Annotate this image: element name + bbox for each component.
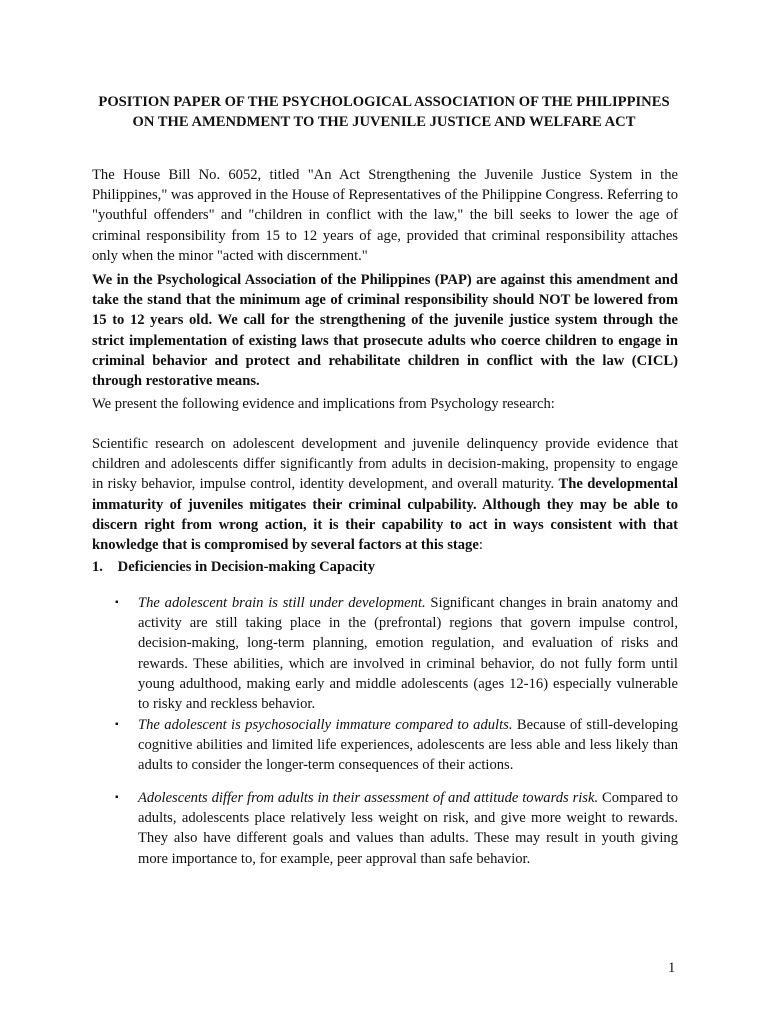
- bullet-text: [138, 788, 678, 869]
- document-title: POSITION PAPER OF THE PSYCHOLOGICAL ASSOCIATION OF THE PHILIPPINES ON THE AMENDMENT TO THE JUVENILE JUSTICE AND WELFARE ACT: [98, 94, 670, 130]
- bullet-italic-lead: The adolescent brain is still under development.: [138, 595, 426, 611]
- page-number: 1: [668, 960, 676, 976]
- paragraph-text: Scientific research on adolescent development and juvenile delinquency provide evidence that children and adolescents differ significantly from adults in decision-making, propensity to engage in risky behavior, impulse control, identity development, and overall maturity.: [92, 436, 678, 493]
- bullet-body: Because of still-developing cognitive abilities and limited life experiences, adolescents are less able and less likely than adults to consider the longer-term consequences of their actions.: [138, 717, 678, 774]
- paragraph-end: :: [478, 537, 483, 554]
- paragraph-bold-text: The developmental immaturity of juveniles mitigates their criminal culpability. Although they may be able to discern right from wrong action, it is their capability to act in ways consistent with that knowledge that is compromised by several factors at this stage: [92, 476, 678, 554]
- bullet-text: [138, 593, 678, 714]
- bullet-italic-lead: The adolescent is psychosocially immature compared to adults.: [138, 717, 513, 733]
- bullet-item: [115, 715, 678, 776]
- bullet-square-icon: ▪: [115, 597, 119, 608]
- section-heading: [92, 557, 375, 577]
- paragraph-house-bill: The House Bill No. 6052, titled "An Act Strengthening the Juvenile Justice System in the Philippines," was approved in the House of Representatives of the Philippine Congress. Referring to "youthful offenders" and "children in conflict with the law," the bill seeks to lower the age of criminal responsibility from 15 to 12 years of age, provided that criminal responsibility attaches only when the minor "acted with discernment.": [92, 167, 678, 264]
- bullet-square-icon: ▪: [115, 792, 119, 803]
- bullet-item: [115, 788, 678, 869]
- paragraph-evidence-intro: We present the following evidence and implications from Psychology research:: [92, 396, 555, 412]
- bullet-item: [115, 593, 678, 714]
- bullet-body: Significant changes in brain anatomy and activity are still taking place in the (prefrontal) regions that govern impulse control, decision-making, long-term planning, emotion regulation, and evaluation of risks and rewards. These abilities, which are involved in criminal behavior, do not fully form until young adulthood, making early and middle adolescents (ages 12-16) especially vulnerable to risky and reckless behavior.: [138, 595, 679, 713]
- paragraph-pap-stand: We in the Psychological Association of the Philippines (PAP) are against this amendment and take the stand that the minimum age of criminal responsibility should NOT be lowered from 15 to 12 years old. We call for the strengthening of the juvenile justice system through the strict implementation of existing laws that prosecute adults who coerce children to engage in criminal behavior and protect and rehabilitate children in conflict with the law (CICL) through restorative means.: [92, 272, 678, 390]
- bullet-italic-lead: Adolescents differ from adults in their assessment of and attitude towards risk.: [138, 790, 599, 806]
- bullet-body: Compared to adults, adolescents place relatively less weight on risk, and give more weight to rewards. They also have different goals and values than adults. These may result in youth giving more importance to, for example, peer approval than safe behavior.: [138, 790, 678, 867]
- paragraph-scientific-research: [92, 434, 678, 555]
- section-number: 1.: [92, 559, 103, 575]
- bullet-square-icon: ▪: [115, 719, 119, 730]
- section-title: Deficiencies in Decision-making Capacity: [117, 559, 376, 575]
- bullet-text: [138, 715, 678, 776]
